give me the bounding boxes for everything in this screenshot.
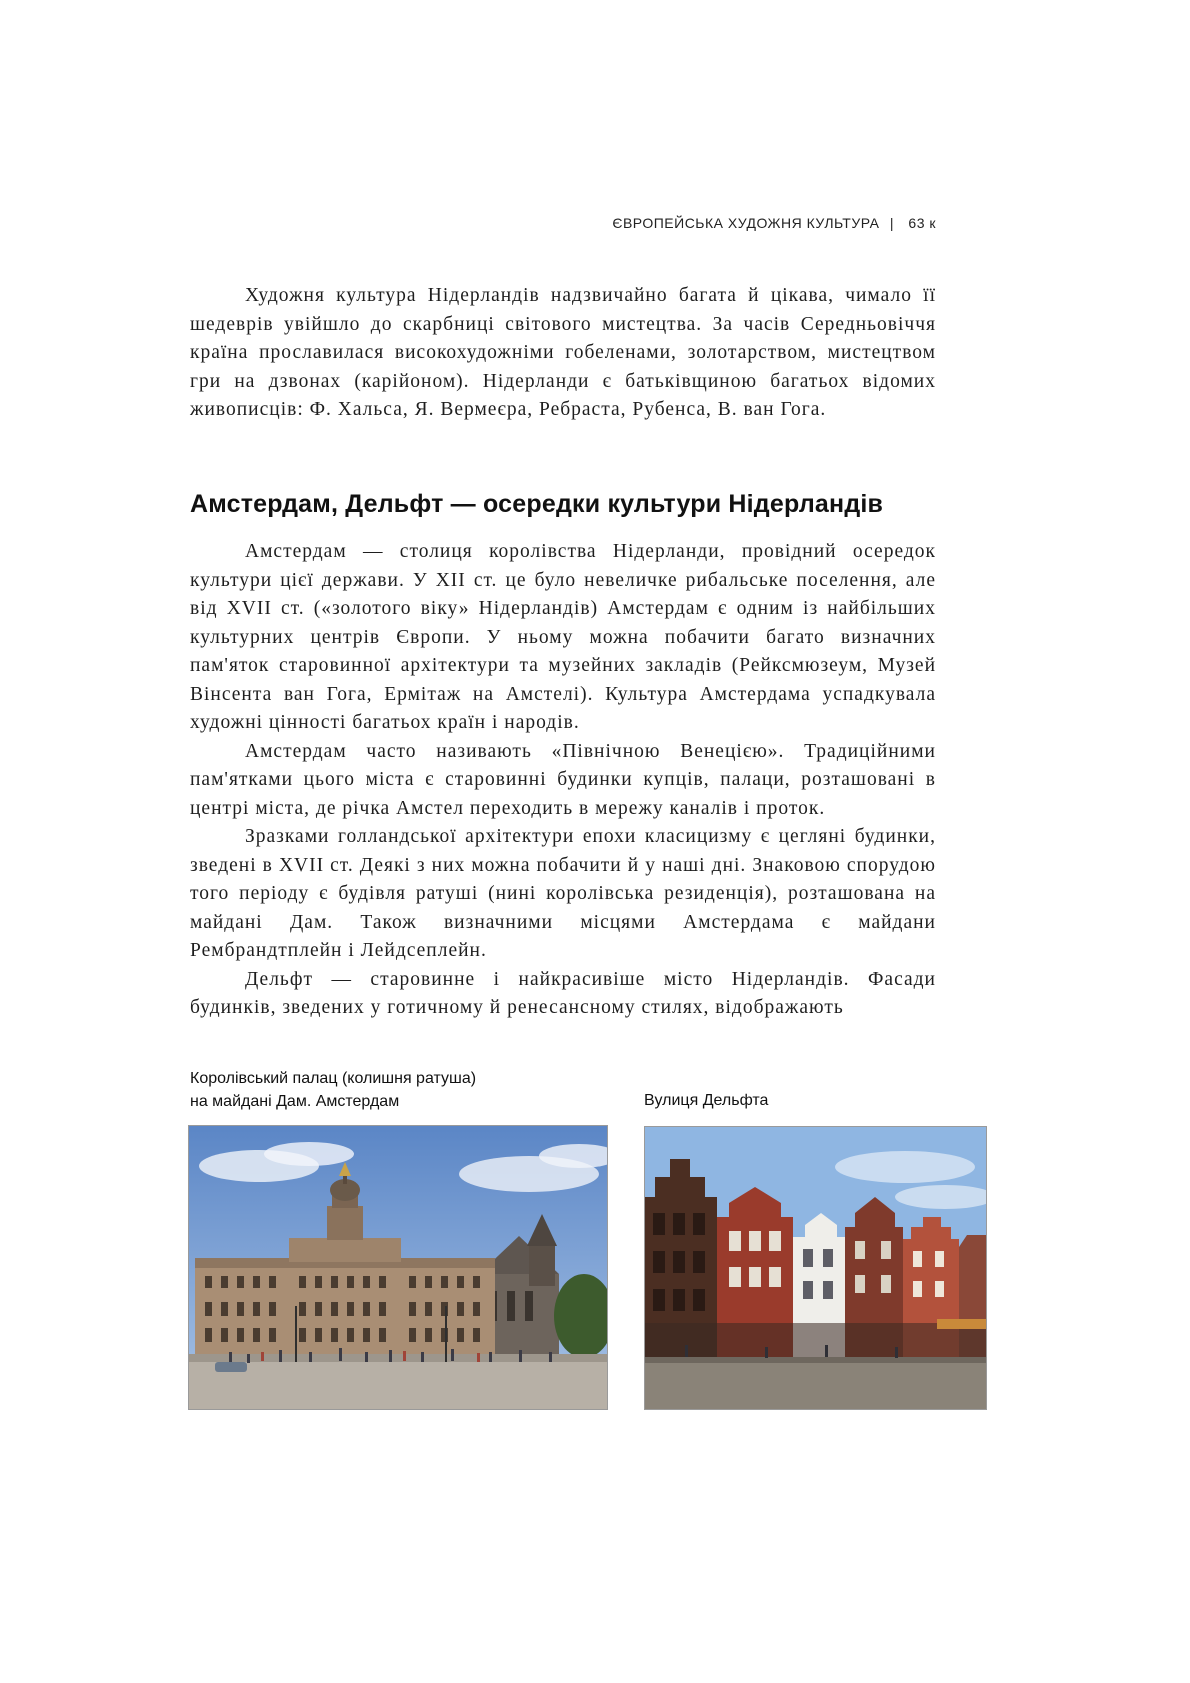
running-header	[612, 215, 936, 231]
caption-delft-street-text: Вулиця Дельфта	[644, 1092, 769, 1109]
paragraph-amsterdam: Амстердам — столиця королівства Нідерланди, провідний осередок культури цієї держави. У XII ст. це було невеличке рибальське поселення, але від XVII ст. («золотого віку» Нідерландів) Амстердам є одним із найбільших культурних центрів Європи. У ньому можна побачити багато визначних пам'яток старовинної архітектури та музейних закладів (Рейксмюзеум, Музей Вінсента ван Гога, Ермітаж на Амстелі). Культура Амстердама успадкувала художні цінності багатьох країн і народів.	[190, 541, 936, 733]
paragraph-classicism: Зразками голландської архітектури епохи класицизму є цегляні будинки, зведені в XVII ст. Деякі з них можна побачити й у наші дні. Знаковою спорудою того періоду є будівля ратуші (нині королівська резиденція), розташована на майдані Дам. Також визначними місцями Амстердама є майдани Рембрандтплейн і Лейдсеплейн.	[190, 826, 936, 961]
paragraph-delft: Дельфт — старовинне і найкрасивіше місто Нідерландів. Фасади будинків, зведених у готичному й ренесансному стилях, відображають	[190, 968, 936, 1018]
photo-royal-palace	[188, 1125, 608, 1410]
section-body	[190, 538, 936, 1023]
caption-royal-palace	[190, 1067, 550, 1113]
delft-street-illustration	[645, 1127, 986, 1409]
caption-royal-palace-line1: Королівський палац (колишня ратуша)	[190, 1070, 477, 1087]
section-heading: Амстердам, Дельфт — осередки культури Нідерландів	[190, 490, 884, 518]
paragraph-northern-venice: Амстердам часто називають «Північною Венецією». Традиційними пам'ятками цього міста є старовинні будинки купців, палаци, розташовані в центрі міста, де річка Амстел переходить в мережу каналів і проток.	[190, 740, 936, 819]
page-mark: к	[929, 215, 936, 231]
caption-delft-street	[644, 1089, 1004, 1112]
page-number: 63	[908, 215, 925, 231]
caption-royal-palace-line2: на майдані Дам. Амстердам	[190, 1093, 400, 1110]
royal-palace-illustration	[189, 1126, 607, 1409]
intro-text	[190, 282, 936, 425]
intro-paragraph: Художня культура Нідерландів надзвичайно багата й цікава, чимало її шедеврів увійшло до скарбниці світового мистецтва. За часів Середньовіччя країна прославилася високохудожніми гобеленами, золотарством, мистецтвом гри на дзвонах (карійоном). Нідерланди є батьківщиною багатьох відомих живописців: Ф. Хальса, Я. Вермеєра, Ребраста, Рубенса, В. ван Гога.	[190, 285, 936, 420]
header-divider: |	[889, 215, 895, 231]
header-section-title: ЄВРОПЕЙСЬКА ХУДОЖНЯ КУЛЬТУРА	[612, 215, 880, 231]
photo-delft-street	[644, 1126, 987, 1410]
